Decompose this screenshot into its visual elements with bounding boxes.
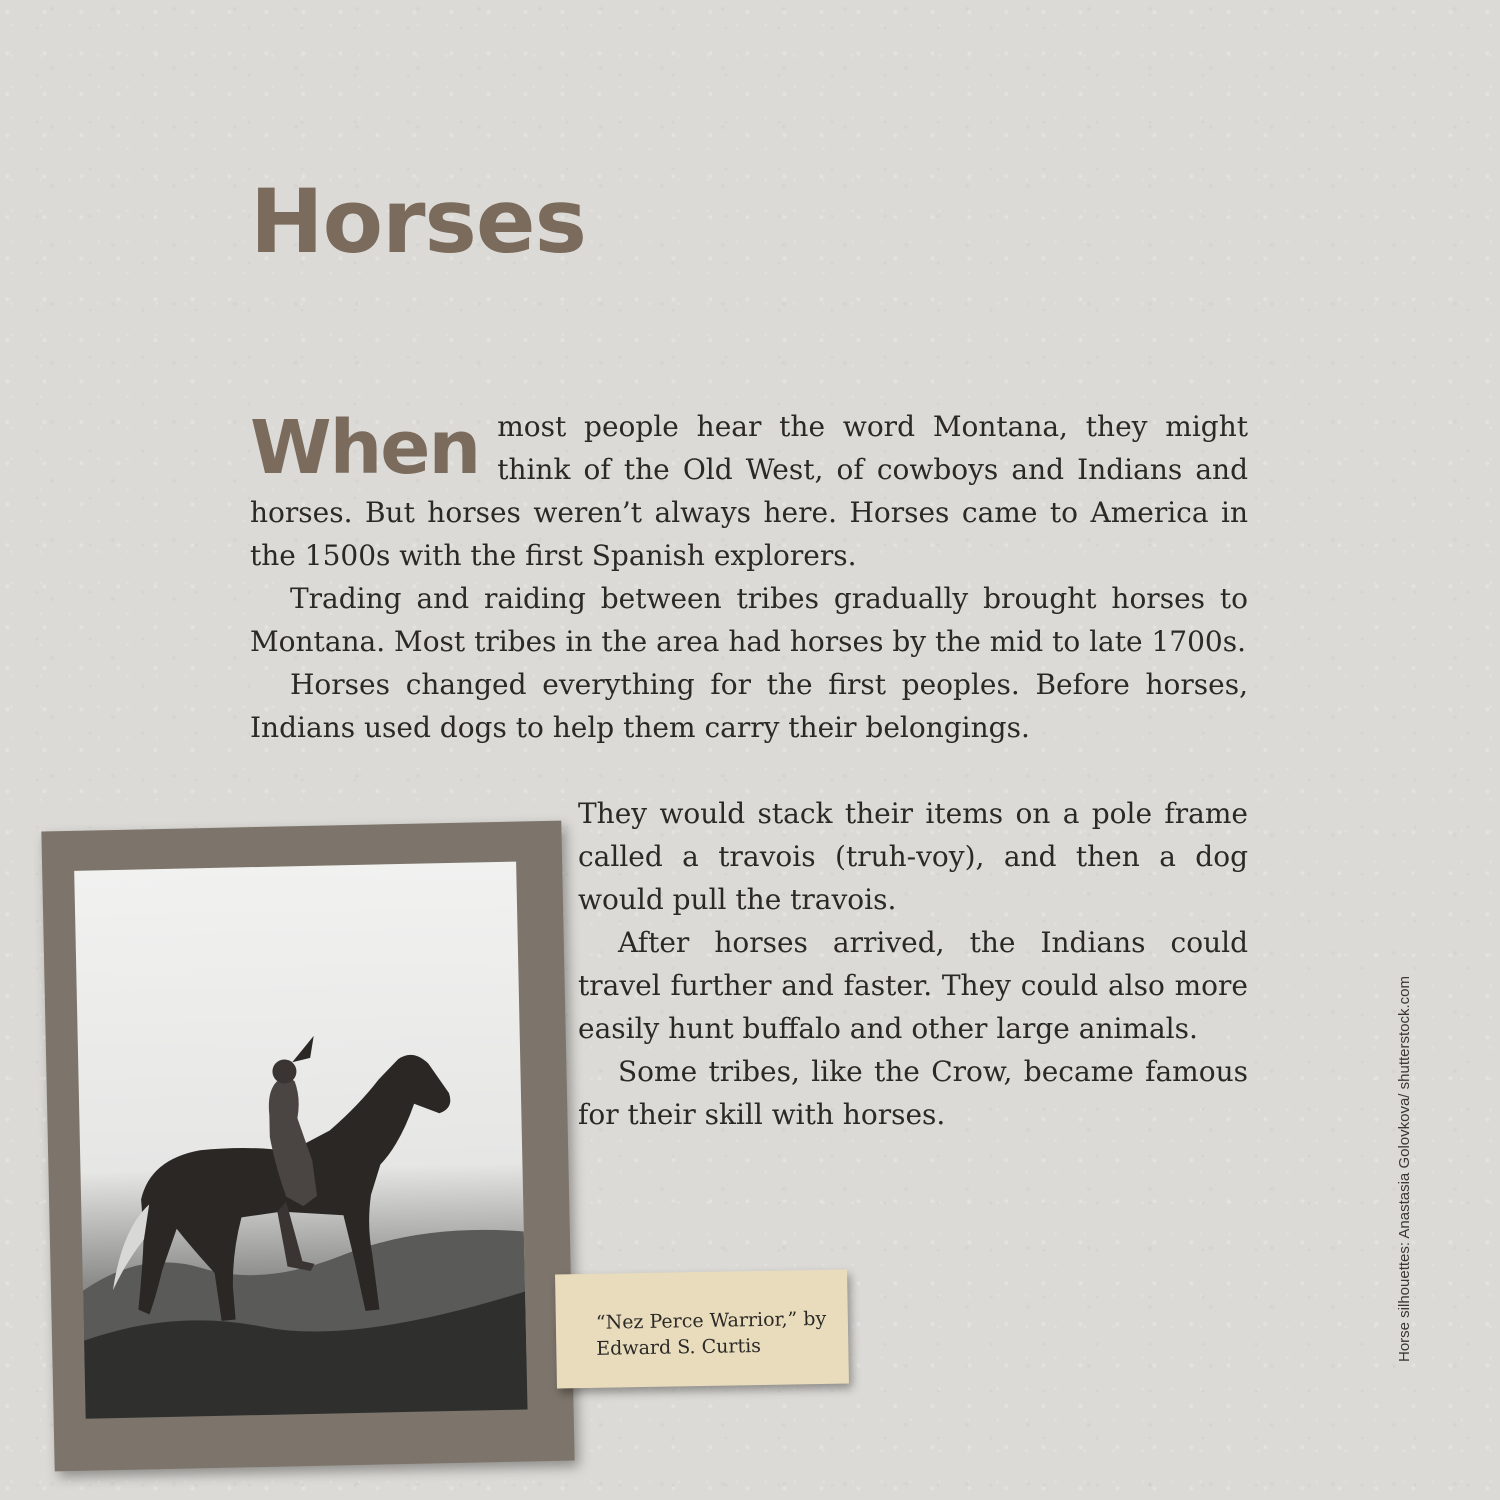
paragraph-crow: Some tribes, like the Crow, became famous for their skill with horses. (578, 1055, 1248, 1131)
intro-paragraph (250, 405, 1248, 577)
image-credit: Horse silhouettes: Anastasia Golovkova/ shutterstock.com (1396, 975, 1413, 1362)
paragraph-changes: Horses changed everything for the first peoples. Before horses, Indians used dogs to help them carry their belongings. (250, 668, 1248, 744)
paragraph-travois: They would stack their items on a pole frame called a travois (truh-voy), and then a dog would pull the travois. (578, 797, 1248, 916)
paragraph-after-horses: After horses arrived, the Indians could travel further and faster. They could also more easily hunt buffalo and other large animals. (578, 926, 1248, 1045)
photo-caption-card (555, 1269, 849, 1388)
side-text-block (578, 792, 1248, 1136)
photo-caption: “Nez Perce Warrior,” by Edward S. Curtis (595, 1307, 827, 1360)
page-title: Horses (250, 170, 586, 273)
paragraph-trading: Trading and raiding between tribes gradually brought horses to Montana. Most tribes in the area had horses by the mid to late 1700s. (250, 582, 1248, 658)
drop-cap-word: When (250, 405, 480, 491)
photo-frame (41, 821, 574, 1472)
main-text-block (250, 405, 1248, 749)
warrior-photo (74, 862, 527, 1419)
horse-rider-illustration (74, 862, 527, 1419)
intro-text: most people hear the word Montana, they might think of the Old West, of cowboys and Indians and horses. But horses weren’t always here. Horses came to America in the 1500s with the first Spanish explorers. (250, 410, 1248, 572)
